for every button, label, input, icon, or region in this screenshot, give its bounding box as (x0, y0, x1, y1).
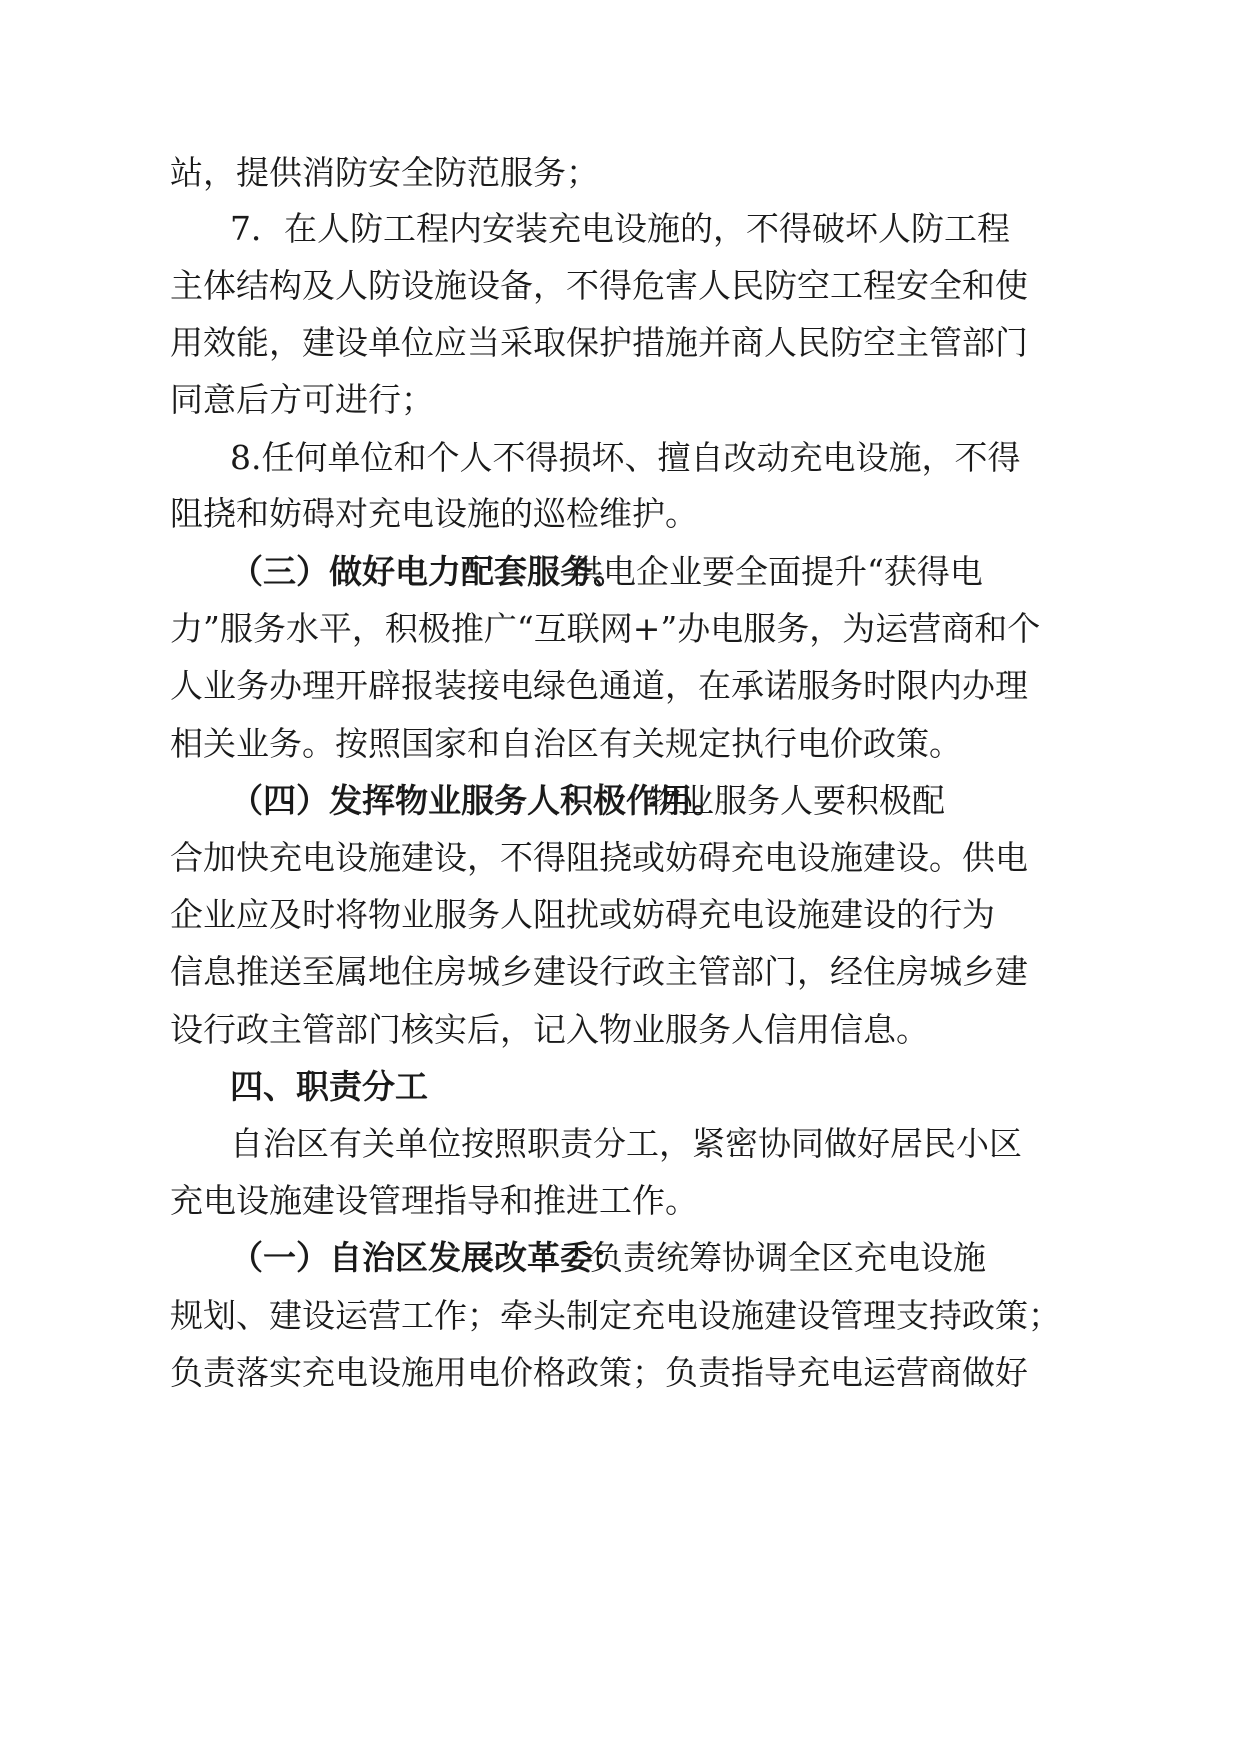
text-line: 自治区有关单位按照职责分工，紧密协同做好居民小区 (230, 1124, 1022, 1163)
text-line: 信息推送至属地住房城乡建设行政主管部门，经住房城乡建 (170, 952, 1028, 991)
text-line: 用效能，建设单位应当采取保护措施并商人民防空主管部门 (170, 323, 1028, 362)
text-line: 人业务办理开辟报装接电绿色通道，在承诺服务时限内办理 (170, 666, 1028, 705)
text-line: 物业服务人要积极配 (648, 781, 945, 820)
text-line: 合加快充电设施建设，不得阻挠或妨碍充电设施建设。供电 (170, 838, 1028, 877)
text-line: 力”服务水平，积极推广“互联网+”办电服务，为运营商和个 (170, 609, 1041, 648)
text-line: 供电企业要全面提升“获得电 (570, 552, 983, 591)
text-line: 7．在人防工程内安装充电设施的，不得破坏人防工程 (230, 209, 1010, 248)
section-heading: （一）自治区发展改革委： (230, 1238, 626, 1277)
text-line: 规划、建设运营工作；牵头制定充电设施建设管理支持政策； (170, 1296, 1061, 1335)
section-heading: 四、职责分工 (230, 1067, 428, 1106)
text-line: 负责落实充电设施用电价格政策；负责指导充电运营商做好 (170, 1353, 1028, 1392)
text-line: 负责统筹协调全区充电设施 (590, 1238, 986, 1277)
text-line: 阻挠和妨碍对充电设施的巡检维护。 (170, 494, 698, 533)
text-line: 8.任何单位和个人不得损坏、擅自改动充电设施，不得 (230, 438, 1021, 477)
text-line: 相关业务。按照国家和自治区有关规定执行电价政策。 (170, 724, 962, 763)
text-line: 充电设施建设管理指导和推进工作。 (170, 1181, 698, 1220)
section-heading: （三）做好电力配套服务。 (230, 552, 626, 591)
text-line: 主体结构及人防设施设备，不得危害人民防空工程安全和使 (170, 266, 1028, 305)
section-heading: （四）发挥物业服务人积极作用。 (230, 781, 725, 820)
text-line: 设行政主管部门核实后，记入物业服务人信用信息。 (170, 1010, 929, 1049)
text-line: 企业应及时将物业服务人阻扰或妨碍充电设施建设的行为 (170, 895, 995, 934)
text-line: 站，提供消防安全防范服务； (170, 153, 599, 192)
text-line: 同意后方可进行； (170, 380, 434, 419)
